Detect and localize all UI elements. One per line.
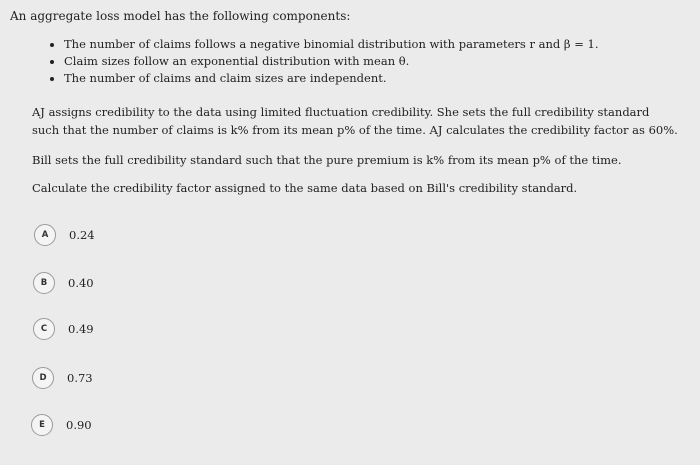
choice-value: 0.73 — [67, 371, 93, 385]
answer-choice-d[interactable] — [32, 367, 93, 389]
choice-letter-badge: E — [31, 414, 53, 436]
choice-value: 0.24 — [69, 228, 95, 242]
component-item-independence: • The number of claims and claim sizes are independent. — [64, 70, 690, 87]
choice-value: 0.90 — [66, 418, 92, 432]
answer-choice-c[interactable] — [33, 318, 94, 340]
question-prompt: Calculate the credibility factor assigned to the same data based on Bill's credibility standard. — [32, 181, 578, 195]
question-intro: An aggregate loss model has the following components: — [10, 9, 351, 23]
paragraph-bill: Bill sets the full credibility standard such that the pure premium is k% from its mean p% of the time. — [32, 153, 622, 167]
choice-letter-badge: A — [34, 224, 56, 246]
choice-value: 0.40 — [68, 276, 94, 290]
component-item-claim-count: • The number of claims follows a negative binomial distribution with parameters r and β = 1. — [64, 36, 690, 53]
answer-choice-b[interactable] — [33, 272, 94, 294]
component-item-claim-size: • Claim sizes follow an exponential distribution with mean θ. — [64, 53, 690, 70]
paragraph-aj: AJ assigns credibility to the data using limited fluctuation credibility. She sets the full credibility standard such that the number of claims is k% from its mean p% of the time. AJ calculates the credibility factor as 60%. — [32, 105, 678, 137]
choice-letter-badge: B — [33, 272, 55, 294]
answer-choice-e[interactable] — [31, 414, 92, 436]
answer-choice-a[interactable] — [34, 224, 95, 246]
choice-letter-badge: D — [32, 367, 54, 389]
choice-letter-badge: C — [33, 318, 55, 340]
choice-value: 0.49 — [68, 322, 94, 336]
